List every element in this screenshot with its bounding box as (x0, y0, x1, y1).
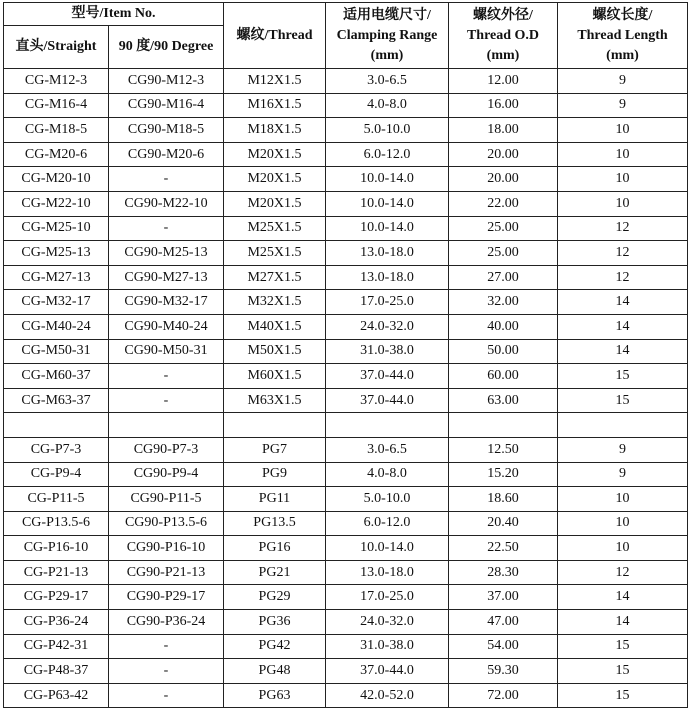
cell-thread-od: 28.30 (449, 560, 558, 585)
cell-thread: PG7 (224, 437, 326, 462)
cell-90-degree: - (109, 659, 224, 684)
cell-thread-length: 10 (558, 142, 688, 167)
table-row (4, 560, 688, 585)
cell-clamping-range: 42.0-52.0 (326, 683, 449, 708)
cell-thread-od: 72.00 (449, 683, 558, 708)
header-clamping-range: 适用电缆尺寸/ Clamping Range (mm) (326, 3, 449, 69)
cell-clamping-range: 10.0-14.0 (326, 167, 449, 192)
cell-thread-length: 15 (558, 683, 688, 708)
cell-straight: CG-M40-24 (4, 314, 109, 339)
cell-90-degree: CG90-P29-17 (109, 585, 224, 610)
header-straight: 直头/Straight (4, 26, 109, 69)
cell-thread-od: 18.00 (449, 118, 558, 143)
cell-90-degree: CG90-M22-10 (109, 191, 224, 216)
empty-cell (449, 413, 558, 438)
cell-thread: PG9 (224, 462, 326, 487)
cell-thread-length: 12 (558, 265, 688, 290)
cell-straight: CG-P29-17 (4, 585, 109, 610)
cell-clamping-range: 37.0-44.0 (326, 388, 449, 413)
table-row (4, 339, 688, 364)
cell-thread-length: 10 (558, 511, 688, 536)
cell-straight: CG-M32-17 (4, 290, 109, 315)
header-item-no: 型号/Item No. (4, 3, 224, 26)
cell-straight: CG-M25-10 (4, 216, 109, 241)
table-row (4, 659, 688, 684)
table-row (4, 69, 688, 94)
cell-90-degree: CG90-M27-13 (109, 265, 224, 290)
cell-straight: CG-M63-37 (4, 388, 109, 413)
cell-90-degree: CG90-P36-24 (109, 610, 224, 635)
cell-thread-od: 59.30 (449, 659, 558, 684)
cell-thread-od: 47.00 (449, 610, 558, 635)
cell-straight: CG-P16-10 (4, 536, 109, 561)
cell-thread-length: 14 (558, 339, 688, 364)
cell-thread: M20X1.5 (224, 167, 326, 192)
cell-thread-od: 25.00 (449, 216, 558, 241)
cell-90-degree: CG90-P21-13 (109, 560, 224, 585)
cell-thread: PG48 (224, 659, 326, 684)
cell-90-degree: CG90-M32-17 (109, 290, 224, 315)
cell-90-degree: CG90-P11-5 (109, 487, 224, 512)
cell-thread: M50X1.5 (224, 339, 326, 364)
table-row (4, 437, 688, 462)
cell-thread: PG42 (224, 634, 326, 659)
cell-clamping-range: 6.0-12.0 (326, 142, 449, 167)
cell-thread-od: 32.00 (449, 290, 558, 315)
empty-cell (224, 413, 326, 438)
empty-cell (109, 413, 224, 438)
cell-clamping-range: 5.0-10.0 (326, 487, 449, 512)
table-row (4, 216, 688, 241)
table-row (4, 364, 688, 389)
cell-thread-length: 10 (558, 191, 688, 216)
cell-thread: PG16 (224, 536, 326, 561)
cell-thread: PG29 (224, 585, 326, 610)
table-row (4, 634, 688, 659)
table-row (4, 93, 688, 118)
cell-clamping-range: 6.0-12.0 (326, 511, 449, 536)
cell-thread-od: 18.60 (449, 487, 558, 512)
cell-thread: M32X1.5 (224, 290, 326, 315)
cell-90-degree: CG90-M50-31 (109, 339, 224, 364)
cell-straight: CG-M12-3 (4, 69, 109, 94)
cell-thread: PG21 (224, 560, 326, 585)
cell-90-degree: - (109, 216, 224, 241)
cell-90-degree: CG90-M12-3 (109, 69, 224, 94)
cell-thread-od: 25.00 (449, 241, 558, 266)
cell-thread-od: 20.40 (449, 511, 558, 536)
cell-thread-od: 27.00 (449, 265, 558, 290)
cell-thread: PG11 (224, 487, 326, 512)
cell-90-degree: CG90-M40-24 (109, 314, 224, 339)
cell-thread: M12X1.5 (224, 69, 326, 94)
cell-thread: M20X1.5 (224, 142, 326, 167)
cell-thread-length: 15 (558, 364, 688, 389)
cable-gland-spec-table (3, 2, 688, 708)
cell-90-degree: - (109, 683, 224, 708)
header-thread-od: 螺纹外径/ Thread O.D (mm) (449, 3, 558, 69)
cell-straight: CG-M18-5 (4, 118, 109, 143)
cell-thread: M40X1.5 (224, 314, 326, 339)
cell-90-degree: - (109, 167, 224, 192)
cell-straight: CG-P11-5 (4, 487, 109, 512)
table-header (4, 3, 688, 69)
cell-straight: CG-M25-13 (4, 241, 109, 266)
cell-90-degree: CG90-M20-6 (109, 142, 224, 167)
cell-clamping-range: 17.0-25.0 (326, 585, 449, 610)
cell-clamping-range: 13.0-18.0 (326, 560, 449, 585)
cell-thread-od: 12.00 (449, 69, 558, 94)
header-90-degree: 90 度/90 Degree (109, 26, 224, 69)
cell-straight: CG-P21-13 (4, 560, 109, 585)
cell-thread: M25X1.5 (224, 241, 326, 266)
cell-thread-length: 10 (558, 536, 688, 561)
cell-thread-length: 10 (558, 118, 688, 143)
cell-clamping-range: 37.0-44.0 (326, 659, 449, 684)
cell-thread-od: 16.00 (449, 93, 558, 118)
cell-90-degree: - (109, 634, 224, 659)
cell-straight: CG-M20-10 (4, 167, 109, 192)
table-row (4, 536, 688, 561)
cell-clamping-range: 10.0-14.0 (326, 216, 449, 241)
cell-clamping-range: 10.0-14.0 (326, 191, 449, 216)
cell-clamping-range: 24.0-32.0 (326, 610, 449, 635)
table-row (4, 683, 688, 708)
cell-90-degree: CG90-P16-10 (109, 536, 224, 561)
header-thread-length: 螺纹长度/ Thread Length (mm) (558, 3, 688, 69)
cell-90-degree: CG90-P13.5-6 (109, 511, 224, 536)
cell-thread-od: 63.00 (449, 388, 558, 413)
cell-clamping-range: 3.0-6.5 (326, 437, 449, 462)
cell-90-degree: CG90-P7-3 (109, 437, 224, 462)
cell-thread-length: 12 (558, 241, 688, 266)
cell-thread-length: 10 (558, 167, 688, 192)
table-row (4, 142, 688, 167)
table-row (4, 314, 688, 339)
cell-straight: CG-P36-24 (4, 610, 109, 635)
cell-90-degree: CG90-M16-4 (109, 93, 224, 118)
cell-thread-length: 15 (558, 634, 688, 659)
cell-straight: CG-P13.5-6 (4, 511, 109, 536)
cell-clamping-range: 4.0-8.0 (326, 462, 449, 487)
cell-clamping-range: 4.0-8.0 (326, 93, 449, 118)
table-row (4, 241, 688, 266)
table-row (4, 388, 688, 413)
table-body (4, 69, 688, 708)
cell-thread-od: 37.00 (449, 585, 558, 610)
cell-straight: CG-M20-6 (4, 142, 109, 167)
cell-thread-od: 22.50 (449, 536, 558, 561)
table-row (4, 585, 688, 610)
cell-thread-length: 12 (558, 560, 688, 585)
cell-thread: M63X1.5 (224, 388, 326, 413)
cell-thread-length: 15 (558, 388, 688, 413)
empty-cell (558, 413, 688, 438)
cell-clamping-range: 10.0-14.0 (326, 536, 449, 561)
table-row (4, 290, 688, 315)
table-row (4, 487, 688, 512)
cell-thread-od: 54.00 (449, 634, 558, 659)
cell-thread-od: 12.50 (449, 437, 558, 462)
cell-straight: CG-P63-42 (4, 683, 109, 708)
cell-thread-length: 9 (558, 437, 688, 462)
cell-thread-length: 14 (558, 314, 688, 339)
cell-straight: CG-P48-37 (4, 659, 109, 684)
cell-thread-length: 9 (558, 93, 688, 118)
cell-straight: CG-M22-10 (4, 191, 109, 216)
cell-thread-length: 14 (558, 610, 688, 635)
cell-thread-length: 9 (558, 69, 688, 94)
cell-thread: PG13.5 (224, 511, 326, 536)
cell-thread-od: 50.00 (449, 339, 558, 364)
cell-thread-length: 9 (558, 462, 688, 487)
cell-thread-length: 12 (558, 216, 688, 241)
cell-thread-od: 22.00 (449, 191, 558, 216)
table-row (4, 511, 688, 536)
cell-90-degree: CG90-P9-4 (109, 462, 224, 487)
cell-straight: CG-P9-4 (4, 462, 109, 487)
cell-thread: PG63 (224, 683, 326, 708)
cell-thread-od: 40.00 (449, 314, 558, 339)
cell-clamping-range: 13.0-18.0 (326, 241, 449, 266)
cell-thread: M27X1.5 (224, 265, 326, 290)
cell-thread-od: 20.00 (449, 167, 558, 192)
cell-thread-length: 14 (558, 585, 688, 610)
cell-thread-length: 10 (558, 487, 688, 512)
table-row (4, 167, 688, 192)
cell-90-degree: - (109, 388, 224, 413)
cell-clamping-range: 31.0-38.0 (326, 339, 449, 364)
cell-straight: CG-P7-3 (4, 437, 109, 462)
cell-clamping-range: 3.0-6.5 (326, 69, 449, 94)
cell-straight: CG-M27-13 (4, 265, 109, 290)
empty-cell (326, 413, 449, 438)
cell-clamping-range: 5.0-10.0 (326, 118, 449, 143)
table-row (4, 462, 688, 487)
cell-clamping-range: 37.0-44.0 (326, 364, 449, 389)
cell-clamping-range: 17.0-25.0 (326, 290, 449, 315)
empty-cell (4, 413, 109, 438)
cell-thread-od: 60.00 (449, 364, 558, 389)
table-row (4, 118, 688, 143)
header-thread: 螺纹/Thread (224, 3, 326, 69)
cell-90-degree: - (109, 364, 224, 389)
cell-thread: M18X1.5 (224, 118, 326, 143)
cell-thread-od: 20.00 (449, 142, 558, 167)
cell-thread: M25X1.5 (224, 216, 326, 241)
cell-90-degree: CG90-M25-13 (109, 241, 224, 266)
separator-row (4, 413, 688, 438)
cell-thread: M20X1.5 (224, 191, 326, 216)
cell-thread: M16X1.5 (224, 93, 326, 118)
cell-straight: CG-M16-4 (4, 93, 109, 118)
cell-thread-length: 15 (558, 659, 688, 684)
cell-straight: CG-M60-37 (4, 364, 109, 389)
cell-90-degree: CG90-M18-5 (109, 118, 224, 143)
table-row (4, 610, 688, 635)
table-row (4, 265, 688, 290)
cell-clamping-range: 24.0-32.0 (326, 314, 449, 339)
cell-straight: CG-P42-31 (4, 634, 109, 659)
cell-thread: M60X1.5 (224, 364, 326, 389)
cell-straight: CG-M50-31 (4, 339, 109, 364)
cell-clamping-range: 31.0-38.0 (326, 634, 449, 659)
cell-thread: PG36 (224, 610, 326, 635)
cell-thread-od: 15.20 (449, 462, 558, 487)
cell-clamping-range: 13.0-18.0 (326, 265, 449, 290)
table-row (4, 191, 688, 216)
cell-thread-length: 14 (558, 290, 688, 315)
